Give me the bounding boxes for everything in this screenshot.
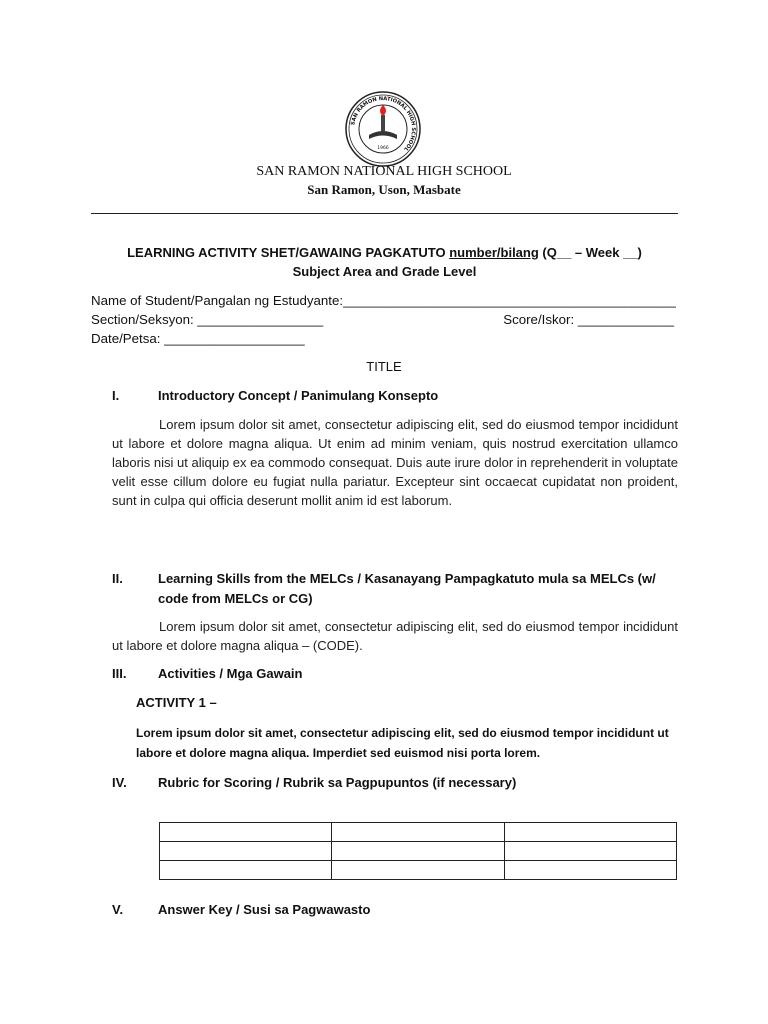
table-cell <box>504 861 676 880</box>
seal-text: SAN RAMON NATIONAL HIGH SCHOOL <box>350 95 417 152</box>
table-cell <box>504 842 676 861</box>
student-name-field: Name of Student/Pangalan ng Estudyante:_____________________________________________ <box>91 293 676 308</box>
section-heading: Answer Key / Susi sa Pagwawasto <box>158 902 371 917</box>
section-number: V. <box>112 902 124 917</box>
activity-title: ACTIVITY 1 – <box>136 695 217 710</box>
table-cell <box>160 861 332 880</box>
header-divider <box>91 213 678 214</box>
section-heading: Rubric for Scoring / Rubrik sa Pagpupuntos (if necessary) <box>158 775 517 790</box>
table-cell <box>332 861 504 880</box>
section-number: III. <box>112 666 127 681</box>
table-cell <box>504 823 676 842</box>
school-name: SAN RAMON NATIONAL HIGH SCHOOL <box>256 164 512 179</box>
document-title: TITLE <box>366 359 402 374</box>
table-row <box>160 861 677 880</box>
school-seal-logo <box>345 91 421 167</box>
section-body: Lorem ipsum dolor sit amet, consectetur adipiscing elit, sed do eiusmod tempor incididunt ut labore et dolore magna aliqua. Ut enim ad minim veniam, quis nostrud exercitation ullamco laboris nisi ut aliquip ex ea commodo consequat. Duis aute irure dolor in reprehenderit in voluptate velit esse cillum dolore eu fugiat nulla pariatur. Excepteur sint occaecat cupidatat non proident, sunt in culpa qui officia deserunt mollit anim id est laborum. <box>112 417 678 508</box>
school-address: San Ramon, Uson, Masbate <box>307 182 461 197</box>
score-field: Score/Iskor: _____________ <box>503 312 674 327</box>
seal-year: 1966 <box>377 146 389 151</box>
table-cell <box>160 842 332 861</box>
section-body: Lorem ipsum dolor sit amet, consectetur adipiscing elit, sed do eiusmod tempor incididunt ut labore et dolore magna aliqua – (CODE). <box>112 619 678 653</box>
section-number: II. <box>112 571 123 586</box>
section-number: I. <box>112 388 120 403</box>
table-cell <box>160 823 332 842</box>
activity-body: Lorem ipsum dolor sit amet, consectetur adipiscing elit, sed do eiusmod tempor incididunt ut labore et dolore magna aliqua. Imperdiet sed euismod nisi porta lorem. <box>136 726 669 760</box>
section-field: Section/Seksyon: _________________ <box>91 312 324 327</box>
worksheet-title: LEARNING ACTIVITY SHET/GAWAING PAGKATUTO number/bilang (Q__ – Week __) <box>127 245 642 260</box>
table-row <box>160 823 677 842</box>
date-field: Date/Petsa: ___________________ <box>91 331 305 346</box>
section-heading: Introductory Concept / Panimulang Konsepto <box>158 388 439 403</box>
rubric-table <box>159 822 677 880</box>
subject-grade-title: Subject Area and Grade Level <box>292 264 477 279</box>
section-heading: Activities / Mga Gawain <box>158 666 303 681</box>
number-label: number/bilang <box>449 245 539 260</box>
section-heading: Learning Skills from the MELCs / Kasanayang Pampagkatuto mula sa MELCs (w/ code from MELCs or CG) <box>158 571 656 606</box>
table-cell <box>332 842 504 861</box>
table-row <box>160 842 677 861</box>
table-cell <box>332 823 504 842</box>
section-number: IV. <box>112 775 127 790</box>
